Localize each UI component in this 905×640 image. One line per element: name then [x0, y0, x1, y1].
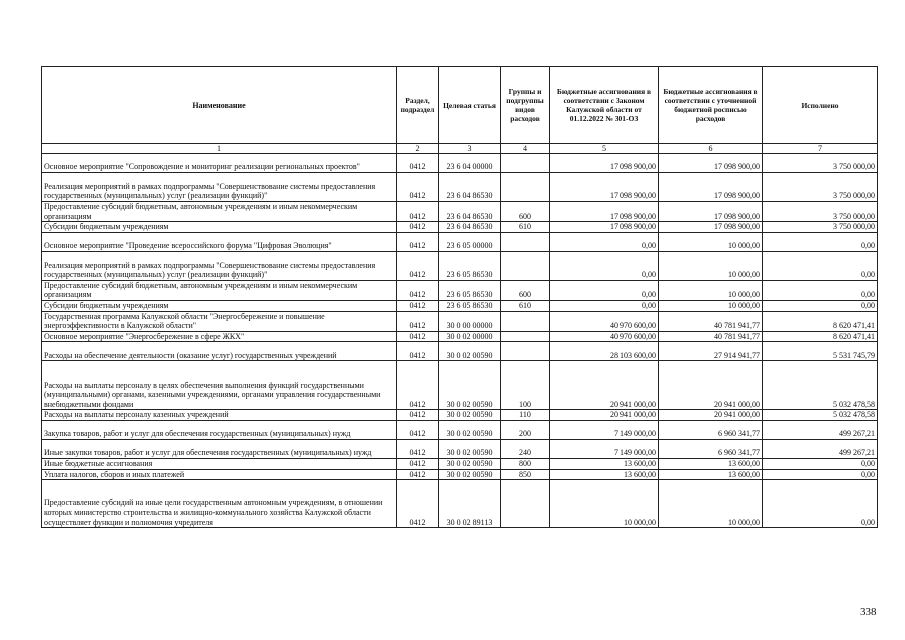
row-law-amount: 0,00	[550, 300, 659, 311]
table-row	[42, 154, 878, 173]
row-article: 30 0 02 00590	[439, 361, 501, 410]
row-group	[501, 480, 550, 528]
row-executed-amount: 0,00	[763, 300, 878, 311]
row-executed-amount: 5 531 745,79	[763, 342, 878, 361]
row-section: 0412	[397, 232, 439, 251]
row-name: Предоставление субсидий бюджетным, автономным учреждениям и иным некоммерческим организациям	[42, 202, 397, 222]
column-number: 1	[42, 144, 397, 154]
row-section: 0412	[397, 480, 439, 528]
row-group: 600	[501, 202, 550, 222]
column-number: 5	[550, 144, 659, 154]
row-group	[501, 173, 550, 202]
row-section: 0412	[397, 173, 439, 202]
row-group	[501, 331, 550, 342]
table-row	[42, 280, 878, 300]
row-name: Иные закупки товаров, работ и услуг для обеспечения государственных (муниципальных) нужд	[42, 439, 397, 458]
table-row	[42, 469, 878, 480]
table-row	[42, 232, 878, 251]
header-refined: Бюджетные ассигнования в соответствии с уточненной бюджетной росписью расходов	[659, 67, 763, 144]
row-executed-amount: 499 267,21	[763, 420, 878, 439]
row-article: 30 0 02 00590	[439, 458, 501, 469]
table-row	[42, 251, 878, 280]
row-section: 0412	[397, 469, 439, 480]
row-name: Предоставление субсидий бюджетным, автономным учреждениям и иным некоммерческим организациям	[42, 280, 397, 300]
row-executed-amount: 0,00	[763, 280, 878, 300]
row-refined-amount: 20 941 000,00	[659, 361, 763, 410]
table-row	[42, 458, 878, 469]
row-executed-amount: 8 620 471,41	[763, 311, 878, 331]
row-section: 0412	[397, 251, 439, 280]
row-section: 0412	[397, 280, 439, 300]
row-name: Реализация мероприятий в рамках подпрограммы "Совершенствование системы предоставления государственных (муниципальных) услуг (реализации функций)"	[42, 173, 397, 202]
table-row	[42, 202, 878, 222]
row-refined-amount: 17 098 900,00	[659, 173, 763, 202]
row-refined-amount: 13 600,00	[659, 458, 763, 469]
table-body	[42, 144, 878, 528]
row-group	[501, 342, 550, 361]
row-law-amount: 7 149 000,00	[550, 439, 659, 458]
table-row	[42, 439, 878, 458]
row-article: 30 0 00 00000	[439, 311, 501, 331]
header-section: Раздел, подраздел	[397, 67, 439, 144]
row-refined-amount: 6 960 341,77	[659, 420, 763, 439]
row-article: 23 6 05 86530	[439, 300, 501, 311]
row-executed-amount: 0,00	[763, 251, 878, 280]
row-article: 30 0 02 00590	[439, 410, 501, 421]
row-name: Субсидии бюджетным учреждениям	[42, 222, 397, 233]
row-section: 0412	[397, 300, 439, 311]
row-section: 0412	[397, 202, 439, 222]
row-article: 23 6 04 86530	[439, 202, 501, 222]
row-group	[501, 311, 550, 331]
row-article: 30 0 02 00590	[439, 439, 501, 458]
row-article: 23 6 05 00000	[439, 232, 501, 251]
row-refined-amount: 40 781 941,77	[659, 311, 763, 331]
row-group: 850	[501, 469, 550, 480]
row-law-amount: 40 970 600,00	[550, 311, 659, 331]
column-number: 7	[763, 144, 878, 154]
row-section: 0412	[397, 311, 439, 331]
header-article: Целевая статья	[439, 67, 501, 144]
row-law-amount: 13 600,00	[550, 458, 659, 469]
row-name: Основное мероприятие "Проведение всероссийского форума "Цифровая Эволюция"	[42, 232, 397, 251]
row-name: Государственная программа Калужской области "Энергосбережение и повышение энергоэффективности в Калужской области"	[42, 311, 397, 331]
row-group: 110	[501, 410, 550, 421]
row-law-amount: 7 149 000,00	[550, 420, 659, 439]
row-article: 30 0 02 00000	[439, 331, 501, 342]
row-section: 0412	[397, 458, 439, 469]
row-name: Субсидии бюджетным учреждениям	[42, 300, 397, 311]
row-executed-amount: 0,00	[763, 469, 878, 480]
column-number: 4	[501, 144, 550, 154]
row-name: Реализация мероприятий в рамках подпрограммы "Совершенствование системы предоставления государственных (муниципальных) услуг (реализации функций)"	[42, 251, 397, 280]
row-law-amount: 17 098 900,00	[550, 154, 659, 173]
row-law-amount: 20 941 000,00	[550, 361, 659, 410]
row-group: 600	[501, 280, 550, 300]
row-name: Иные бюджетные ассигнования	[42, 458, 397, 469]
row-article: 23 6 05 86530	[439, 251, 501, 280]
column-number-row	[42, 144, 878, 154]
table-row	[42, 311, 878, 331]
row-refined-amount: 17 098 900,00	[659, 202, 763, 222]
header-law: Бюджетные ассигнования в соответствии с Законом Калужской области от 01.12.2022 № 301-ОЗ	[550, 67, 659, 144]
row-executed-amount: 0,00	[763, 480, 878, 528]
column-number: 3	[439, 144, 501, 154]
row-section: 0412	[397, 361, 439, 410]
row-law-amount: 28 103 600,00	[550, 342, 659, 361]
row-law-amount: 0,00	[550, 232, 659, 251]
row-refined-amount: 40 781 941,77	[659, 331, 763, 342]
row-law-amount: 40 970 600,00	[550, 331, 659, 342]
row-executed-amount: 3 750 000,00	[763, 202, 878, 222]
row-law-amount: 0,00	[550, 280, 659, 300]
row-section: 0412	[397, 342, 439, 361]
row-law-amount: 20 941 000,00	[550, 410, 659, 421]
row-name: Уплата налогов, сборов и иных платежей	[42, 469, 397, 480]
row-law-amount: 0,00	[550, 251, 659, 280]
row-article: 30 0 02 89113	[439, 480, 501, 528]
row-refined-amount: 10 000,00	[659, 232, 763, 251]
row-name: Расходы на обеспечение деятельности (оказание услуг) государственных учреждений	[42, 342, 397, 361]
row-refined-amount: 20 941 000,00	[659, 410, 763, 421]
row-group	[501, 232, 550, 251]
table-row	[42, 361, 878, 410]
header-name: Наименование	[42, 67, 397, 144]
row-section: 0412	[397, 331, 439, 342]
table-row	[42, 222, 878, 233]
row-group: 610	[501, 222, 550, 233]
header-row	[42, 67, 878, 144]
row-name: Основное мероприятие "Сопровождение и мониторинг реализации региональных проектов"	[42, 154, 397, 173]
row-group: 100	[501, 361, 550, 410]
row-article: 30 0 02 00590	[439, 342, 501, 361]
row-article: 23 6 05 86530	[439, 280, 501, 300]
row-law-amount: 10 000,00	[550, 480, 659, 528]
row-executed-amount: 8 620 471,41	[763, 331, 878, 342]
row-law-amount: 17 098 900,00	[550, 222, 659, 233]
row-name: Предоставление субсидий на иные цели государственным автономным учреждениям, в отношении которых министерство строительства и жилищно-коммунального хозяйства Калужской области осуществляет функции и полномочия учредителя	[42, 480, 397, 528]
row-section: 0412	[397, 420, 439, 439]
row-article: 23 6 04 00000	[439, 154, 501, 173]
row-executed-amount: 3 750 000,00	[763, 154, 878, 173]
row-section: 0412	[397, 222, 439, 233]
row-group	[501, 251, 550, 280]
row-law-amount: 17 098 900,00	[550, 173, 659, 202]
row-article: 23 6 04 86530	[439, 173, 501, 202]
row-executed-amount: 5 032 478,58	[763, 361, 878, 410]
table-row	[42, 480, 878, 528]
row-group: 240	[501, 439, 550, 458]
row-executed-amount: 499 267,21	[763, 439, 878, 458]
row-section: 0412	[397, 154, 439, 173]
row-group	[501, 154, 550, 173]
header-executed: Исполнено	[763, 67, 878, 144]
row-group: 200	[501, 420, 550, 439]
row-executed-amount: 0,00	[763, 458, 878, 469]
row-executed-amount: 5 032 478,58	[763, 410, 878, 421]
table-row	[42, 331, 878, 342]
row-law-amount: 17 098 900,00	[550, 202, 659, 222]
row-article: 30 0 02 00590	[439, 420, 501, 439]
row-refined-amount: 10 000,00	[659, 280, 763, 300]
row-name: Закупка товаров, работ и услуг для обеспечения государственных (муниципальных) нужд	[42, 420, 397, 439]
row-refined-amount: 13 600,00	[659, 469, 763, 480]
row-refined-amount: 10 000,00	[659, 300, 763, 311]
table-row	[42, 420, 878, 439]
row-section: 0412	[397, 410, 439, 421]
row-refined-amount: 6 960 341,77	[659, 439, 763, 458]
table-row	[42, 410, 878, 421]
budget-table	[41, 66, 878, 528]
table-row	[42, 300, 878, 311]
row-executed-amount: 0,00	[763, 232, 878, 251]
header-groups: Группы и подгруппы видов расходов	[501, 67, 550, 144]
column-number: 6	[659, 144, 763, 154]
row-refined-amount: 10 000,00	[659, 251, 763, 280]
row-name: Расходы на выплаты персоналу казенных учреждений	[42, 410, 397, 421]
row-refined-amount: 17 098 900,00	[659, 154, 763, 173]
column-number: 2	[397, 144, 439, 154]
row-section: 0412	[397, 439, 439, 458]
row-refined-amount: 10 000,00	[659, 480, 763, 528]
row-executed-amount: 3 750 000,00	[763, 173, 878, 202]
row-name: Основное мероприятие "Энергосбережение в сфере ЖКХ"	[42, 331, 397, 342]
table-row	[42, 173, 878, 202]
row-refined-amount: 17 098 900,00	[659, 222, 763, 233]
row-name: Расходы на выплаты персоналу в целях обеспечения выполнения функций государственными (муниципальными) органами, казенными учреждениями, органами управления государственными внебюджетными фондами	[42, 361, 397, 410]
row-article: 23 6 04 86530	[439, 222, 501, 233]
row-refined-amount: 27 914 941,77	[659, 342, 763, 361]
row-executed-amount: 3 750 000,00	[763, 222, 878, 233]
row-group: 800	[501, 458, 550, 469]
page-number: 338	[860, 606, 877, 618]
row-law-amount: 13 600,00	[550, 469, 659, 480]
row-group: 610	[501, 300, 550, 311]
row-article: 30 0 02 00590	[439, 469, 501, 480]
table-row	[42, 342, 878, 361]
